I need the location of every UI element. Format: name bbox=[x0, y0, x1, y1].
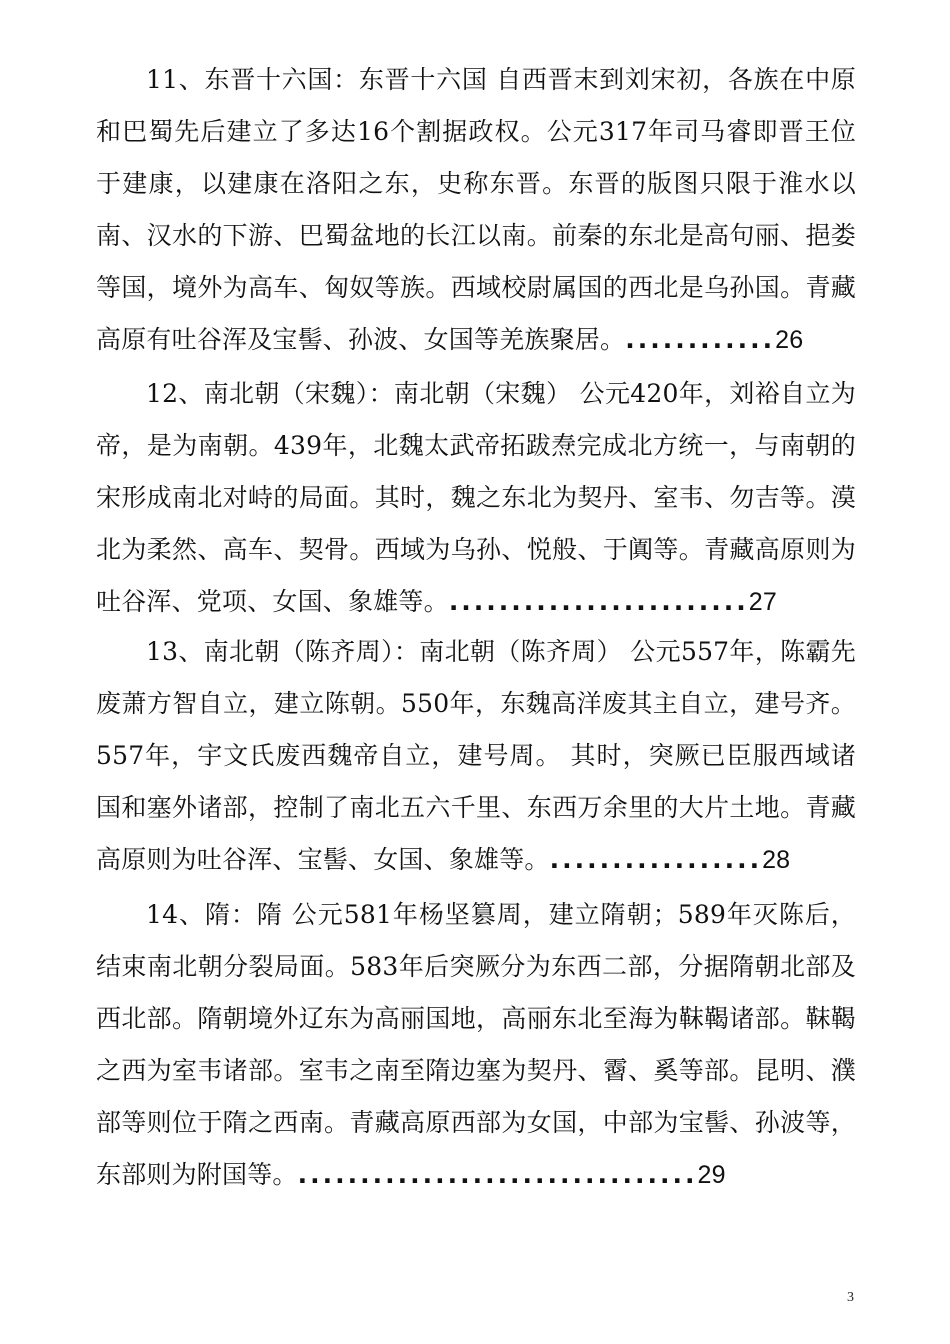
toc-entry-13 bbox=[96, 626, 856, 886]
entry-text: 11、东晋十六国：东晋十六国 自西晋末到刘宋初，各族在中原和巴蜀先后建立了多达16个割据政权。公元317年司马睿即晋王位于建康，以建康在洛阳之东，史称东晋。东晋的版图只限于淮水以南、汉水的下游、巴蜀盆地的长江以南。前秦的东北是高句丽、挹娄等国，境外为高车、匈奴等族。西域校尉属国的西北是乌孙国。青藏高原有吐谷浑及宝髻、孙波、女国等羌族聚居。 bbox=[96, 65, 856, 354]
toc-entry-11 bbox=[96, 54, 856, 366]
toc-entry-12 bbox=[96, 368, 856, 628]
entry-text: 14、隋：隋 公元581年杨坚篡周，建立隋朝；589年灭陈后，结束南北朝分裂局面。583年后突厥分为东西二部，分据隋朝北部及西北部。隋朝境外辽东为高丽国地，高丽东北至海为靺鞨诸部。靺鞨之西为室韦诸部。室韦之南至隋边塞为契丹、霫、奚等部。昆明、濮部等则位于隋之西南。青藏高原西部为女国，中部为宝髻、孙波等，东部则为附国等。 bbox=[96, 900, 856, 1189]
dot-leader: ........................ bbox=[448, 587, 749, 616]
page-number: 3 bbox=[847, 1290, 854, 1305]
entry-text: 12、南北朝（宋魏）：南北朝（宋魏） 公元420年，刘裕自立为帝，是为南朝。439年，北魏太武帝拓跋焘完成北方统一，与南朝的宋形成南北对峙的局面。其时，魏之东北为契丹、室韦、勿吉等。漠北为柔然、高车、契骨。西域为乌孙、悦般、于阗等。青藏高原则为吐谷浑、党项、女国、象雄等。 bbox=[96, 379, 856, 616]
entry-page-number: 29 bbox=[697, 1161, 726, 1189]
entry-page-number: 27 bbox=[748, 588, 777, 616]
entry-page-number: 26 bbox=[775, 326, 804, 354]
entry-page-number: 28 bbox=[762, 846, 791, 874]
dot-leader: ................................ bbox=[297, 1160, 698, 1189]
dot-leader: ............ bbox=[625, 325, 776, 354]
toc-entry-14 bbox=[96, 889, 856, 1201]
entry-text: 13、南北朝（陈齐周）：南北朝（陈齐周） 公元557年，陈霸先废萧方智自立，建立陈朝。550年，东魏高洋废其主自立，建号齐。557年，宇文氏废西魏帝自立，建号周。 其时，突厥已臣服西域诸国和塞外诸部，控制了南北五六千里、东西万余里的大片土地。青藏高原则为吐谷浑、宝髻、女国、象雄等。 bbox=[96, 637, 856, 874]
dot-leader: ................. bbox=[549, 845, 763, 874]
